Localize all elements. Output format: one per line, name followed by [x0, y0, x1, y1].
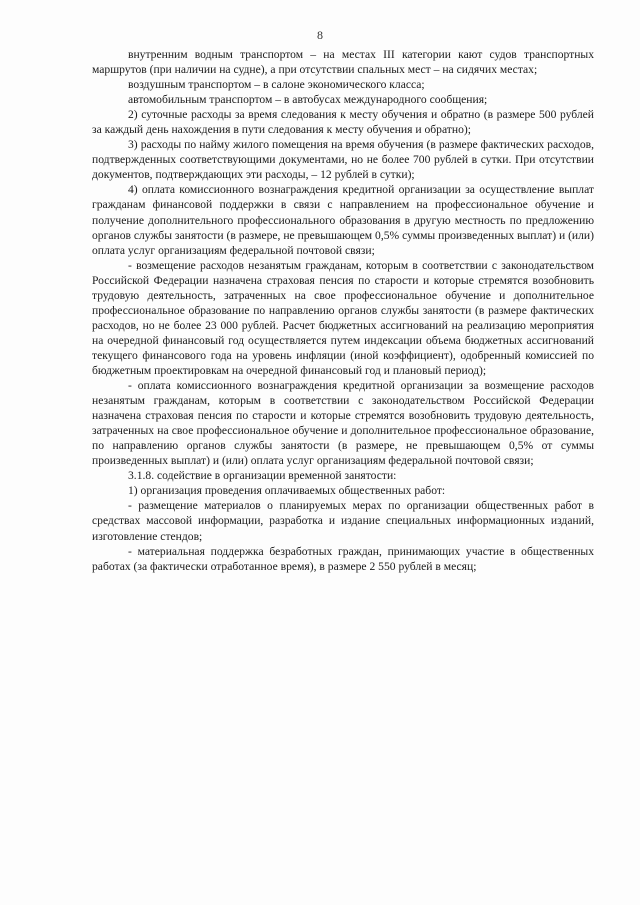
paragraph: 3.1.8. содействие в организации временной занятости:: [128, 469, 397, 483]
paragraph: 1) организация проведения оплачиваемых общественных работ:: [128, 484, 446, 498]
paragraph: воздушным транспортом – в салоне экономического класса;: [128, 78, 425, 92]
paragraph: - размещение материалов о планируемых мерах по организации общественных работ в средствах массовой информации, разработка и издание специальных информационных изданий, изготовление стендов;: [92, 499, 594, 543]
paragraph: автомобильным транспортом – в автобусах международного сообщения;: [128, 93, 488, 107]
paragraph: внутренним водным транспортом – на местах III категории кают судов транспортных маршрутов (при наличии на судне), а при отсутствии спальных мест – на сидячих местах;: [92, 48, 594, 77]
paragraph: - оплата комиссионного вознаграждения кредитной организации за возмещение расходов незанятым гражданам, которым в соответствии с законодательством Российской Федерации назначена страховая пенсия по старости и которые стремятся возобновить трудовую деятельность, затраченных на свое профессиональное обучение и дополнительное профессиональное образование, по направлению органов службы занятости (в размере, не превышающем 0,5% от суммы произведенных выплат) и (или) оплата услуг организациям федеральной почтовой связи;: [92, 379, 594, 468]
paragraph: 2) суточные расходы за время следования к месту обучения и обратно (в размере 500 рублей за каждый день нахождения в пути следования к месту обучения и обратно);: [92, 108, 594, 137]
paragraph: - возмещение расходов незанятым гражданам, которым в соответствии с законодательством Российской Федерации назначена страховая пенсия по старости и которые стремятся возобновить трудовую деятельность, затраченных на свое профессиональное обучение и дополнительное профессиональное образование по направлению органов службы занятости (в размере фактических расходов, но не более 23 000 рублей. Расчет бюджетных ассигнований на реализацию мероприятия на очередной финансовый год осуществляется путем индексации объема бюджетных ассигнований текущего финансового года на уровень инфляции (иной коэффициент), одобренный комиссией по бюджетным проектировкам на очередной финансовый год и плановый период);: [92, 258, 594, 377]
page-number: 8: [317, 28, 323, 42]
paragraph: - материальная поддержка безработных граждан, принимающих участие в общественных работах (за фактически отработанное время), в размере 2 550 рублей в месяц;: [92, 544, 594, 573]
paragraph: 3) расходы по найму жилого помещения на время обучения (в размере фактических расходов, подтвержденных соответствующими документами, но не более 700 рублей в сутки. При отсутствии документов, подтверждающих эти расходы, – 12 рублей в сутки);: [92, 138, 594, 182]
document-body: [92, 47, 594, 574]
paragraph: 4) оплата комиссионного вознаграждения кредитной организации за осуществление выплат гражданам финансовой поддержки в связи с направлением на профессиональное обучение и получение дополнительного профессионального образования в другую местность по предложению органов службы занятости (в размере, не превышающем 0,5% суммы произведенных выплат) и (или) оплата услуг организациям федеральной почтовой связи;: [92, 183, 594, 257]
